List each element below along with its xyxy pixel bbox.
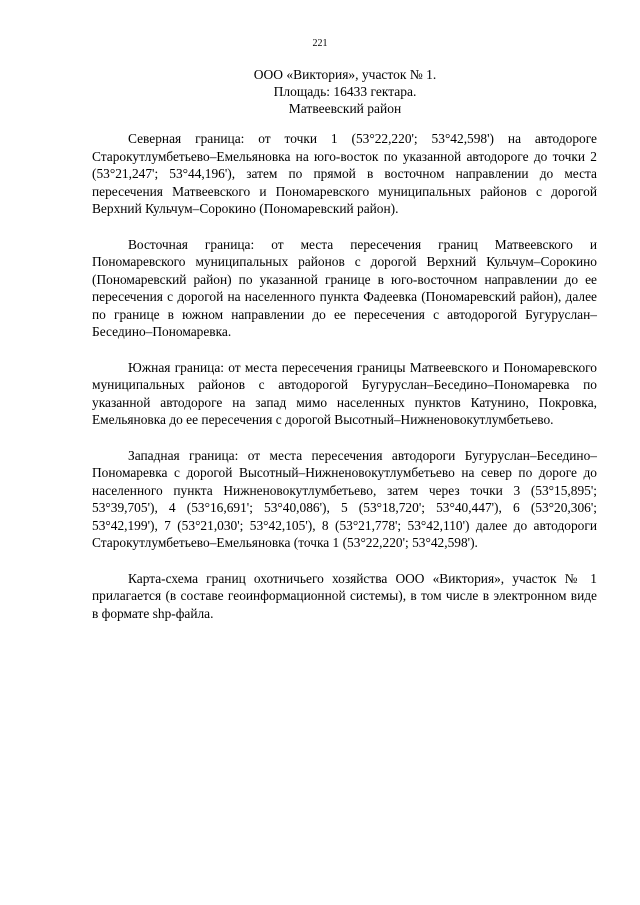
- header-district-line: Матвеевский район: [288, 101, 402, 116]
- header-area-line: Площадь: 16433 гектара.: [273, 84, 417, 99]
- document-header: [90, 66, 600, 117]
- document-body: [92, 130, 597, 640]
- paragraph-west-border: Западная граница: от места пересечения автодороги Бугуруслан–Беседино–Пономаревка с дорогой Высотный–Нижненовокутлумбетьево на север по дороге до населенного пункта Нижненовокутлумбетьево, затем через точки 3 (53°15,895'; 53°39,705'), 4 (53°16,691'; 53°40,086'), 5 (53°18,720'; 53°40,447'), 6 (53°20,306'; 53°42,199'), 7 (53°21,030'; 53°42,105'), 8 (53°21,778'; 53°42,110') далее до автодороги Старокутлумбетьево–Емельяновка (точка 1 (53°22,220'; 53°42,598').: [92, 447, 597, 550]
- paragraph-map-note: Карта-схема границ охотничьего хозяйства ООО «Виктория», участок № 1 прилагается (в составе геоинформационной системы), в том числе в электронном виде в формате shp-файла.: [92, 570, 597, 621]
- paragraph-east-border: Восточная граница: от места пересечения границ Матвеевского и Пономаревского муниципальных районов с дорогой Верхний Кульчум–Сорокино (Пономаревский район) по указанной границе в юго-восточном направлении до ее пересечения с дорогой на населенного пункта Фадеевка (Пономаревский район), далее по границе в южном направлении до ее пересечения с автодорогой Бугуруслан–Беседино–Пономаревка.: [92, 236, 597, 339]
- paragraph-north-border: Северная граница: от точки 1 (53°22,220'; 53°42,598') на автодороге Старокутлумбетьево–Емельяновка на юго-восток по указанной автодороге до точки 2 (53°21,247'; 53°44,196'), затем по прямой в восточном направлении до места пересечения Матвеевского и Пономаревского муниципальных районов с дорогой Верхний Кульчум–Сорокино (Пономаревский район).: [92, 131, 597, 216]
- paragraph-south-border: Южная граница: от места пересечения границы Матвеевского и Пономаревского муниципальных районов с автодорогой Бугуруслан–Беседино–Пономаревка по указанной автодороге на запад мимо населенных пунктов Катунино, Покровка, Емельяновка до ее пересечения с дорогой Высотный–Нижненовокутлумбетьево.: [92, 359, 597, 427]
- header-org-line: ООО «Виктория», участок № 1.: [253, 67, 437, 82]
- page-number: 221: [312, 38, 328, 49]
